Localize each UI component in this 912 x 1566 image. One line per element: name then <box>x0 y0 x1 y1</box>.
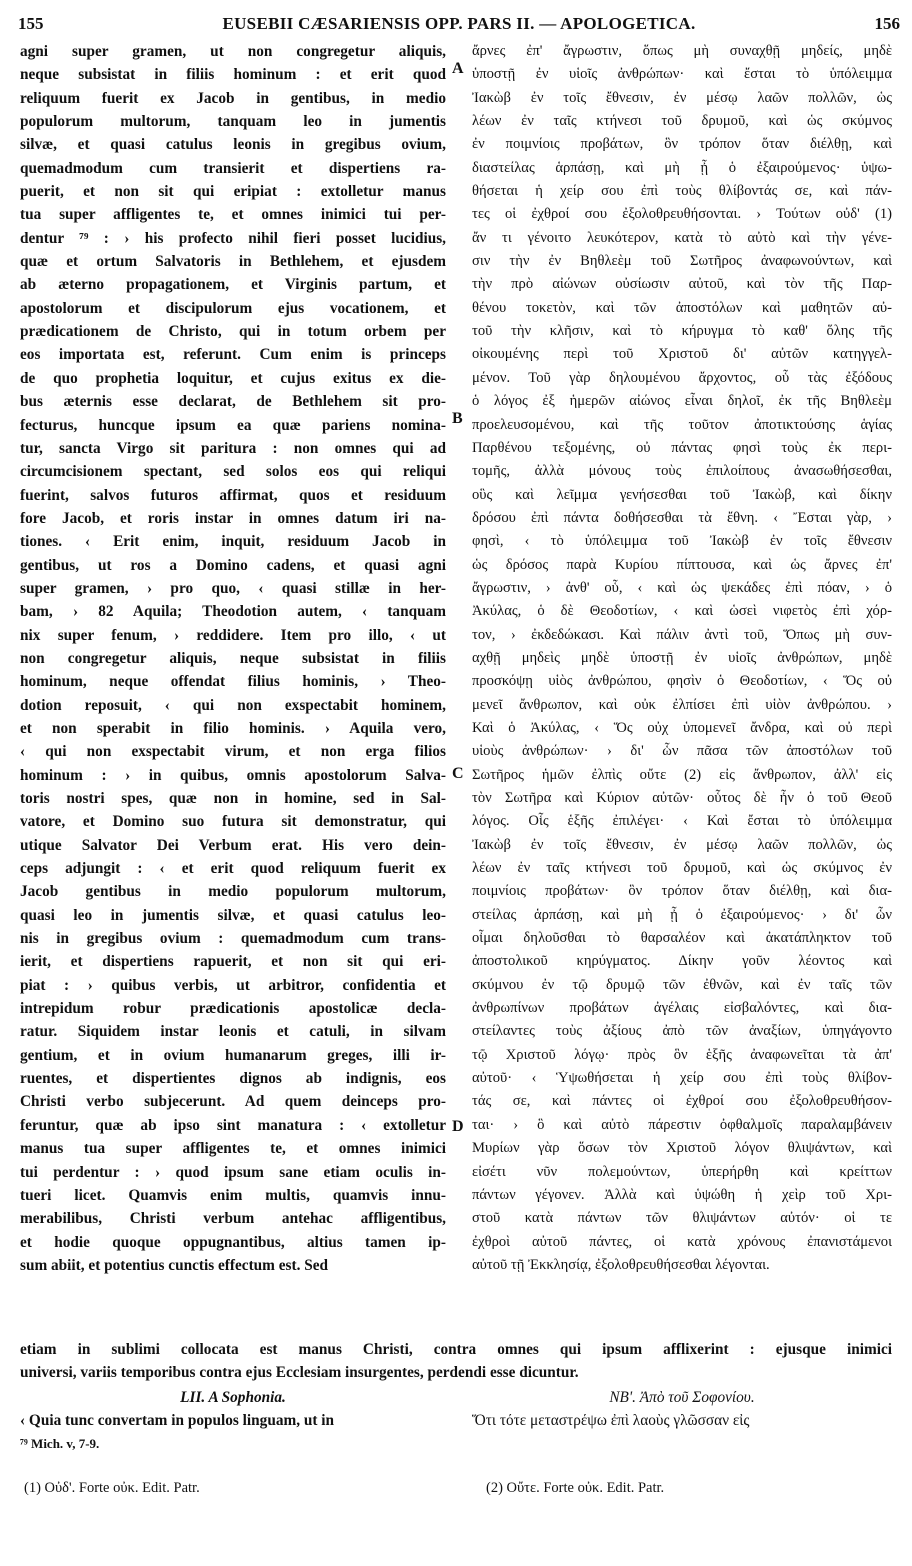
greek-text-line: στοῦ κατὰ πάντων τῶν θλιψάντων αὐτόν· οἱ τε <box>472 1210 892 1227</box>
greek-text-line: τοῦ τὴν κλῆσιν, καὶ τὸ κήρυγμα τὸ καθ' ὅλης τῆς <box>472 323 892 340</box>
greek-text-line: θήσεται ἡ χείρ σου ἐπὶ τοὺς θλίβοντάς σε, καὶ πάν- <box>472 183 892 200</box>
latin-text-line: fuerint, salvos futuros affirmat, quos et residuum <box>20 486 446 504</box>
latin-text-line: prædicationem de Christo, qui in totum orbem per <box>20 323 446 341</box>
greek-text-line: Ἰακὼβ ἐν τοῖς ἔθνεσιν, ἐν μέσῳ λαῶν πολλῶν, ὡς <box>472 836 892 853</box>
latin-text-line: quasi leo in jumentis silvæ, et quasi catulus leo- <box>20 906 446 924</box>
greek-text-line: τον, › ἐκδεδώκασι. Καὶ πάλιν ἀντὶ τοῦ, Ὅπως μὴ συν- <box>472 626 892 643</box>
latin-text-line: tui perdentur : › quod ipsum sane etiam oculis in- <box>20 1163 446 1181</box>
latin-text-line: dotion reposuit, ‹ qui non exspectabit hominem, <box>20 696 446 714</box>
greek-text-line: αὐτοῦ· ‹ Ὑψωθήσεται ἡ χείρ σου ἐπὶ τοὺς θλίβον- <box>472 1070 892 1087</box>
latin-text-line: populorum multorum, tanquam leo in jumentis <box>20 113 446 131</box>
latin-text-line: Jacob gentibus in medio populorum multorum, <box>20 883 446 901</box>
footnote-right: (2) Οὔτε. Forte οὐκ. Edit. Patr. <box>486 1480 665 1496</box>
section-greek <box>472 1386 892 1432</box>
latin-text-line: de quo prophetia loquitur, et cujus exitus ex die- <box>20 369 446 387</box>
latin-text-line: ruentes, et dispertientes dignos ab indignis, eos <box>20 1070 446 1088</box>
greek-text-line: ἐχθροὶ αὐτοῦ πάντες, οἱ κατὰ χρόνους ἐπανιστάμενοι <box>472 1233 892 1250</box>
greek-text-line: στείλαντες τοὺς ἀξίους ἀπὸ τῶν ἀναξίων, ὑπηγάγοντο <box>472 1023 892 1040</box>
greek-text-line: Ἰακὼβ ἐν τοῖς ἔθνεσιν, ἐν μέσῳ λαῶν πολλῶν, ὡς <box>472 89 892 106</box>
greek-text-line: ἄγρωστιν, › ἀνθ' οὗ, ‹ καὶ ὡς ψεκάδες ἐπὶ πόαν, › ὁ <box>472 579 892 596</box>
running-header <box>18 14 900 40</box>
greek-text-line: μένον. Τοῦ γὰρ δηλουμένου ἄρχοντος, οὗ τὰς ἐξόδους <box>472 369 892 386</box>
latin-text-line: et hodie quoque oppugnantibus, altius tamen ip- <box>20 1233 446 1251</box>
greek-text-line: λέων ἐν ταῖς κτήνεσι τοῦ δρυμοῦ, καὶ ὡς σκύμνος ἐν <box>472 860 892 877</box>
latin-text-line: bus æternis esse declarat, de Bethlehem sit pro- <box>20 393 446 411</box>
greek-column <box>472 40 892 1277</box>
latin-text-line: non congregetur aliquis, neque subsistat in filiis <box>20 649 446 667</box>
margin-marker-b: B <box>452 410 463 427</box>
greek-text-line: Σωτῆρος ἡμῶν ἐλπὶς οὔτε (2) εἰς ἄνθρωπον, ἀλλ' εἰς <box>472 766 892 783</box>
latin-text-line: tur, sancta Virgo sit paritura : non omnes qui ad <box>20 439 446 457</box>
margin-marker-d: D <box>452 1118 464 1135</box>
greek-text-line: προσκόψῃ υἱὸς ἀνθρώπου, φησὶν ὁ Θεοδοτίων, ‹ Ὅς οὐ <box>472 673 892 690</box>
latin-text-line: ceps adjungit : ‹ et erit quod reliquum fuerit ex <box>20 860 446 878</box>
greek-text-line: ἀνθρωπίνων προβάτων ἀγέλαις εἰσβαλόντες, καὶ δια- <box>472 1000 892 1017</box>
greek-text-line: τῷ Χριστοῦ λόγῳ· πρὸς ὃν ἑξῆς ἀναφωνεῖται τὰ ἀπ' <box>472 1046 892 1063</box>
section-text-greek: Ὅτι τότε μεταστρέψω ἐπὶ λαοὺς γλῶσσαν εἰς <box>472 1412 750 1429</box>
latin-text-line: ‹ qui non exspectabit virum, et non erga filios <box>20 743 446 761</box>
greek-text-line: Μυρίων γὰρ ὅσων τὸν Χριστοῦ λόγον θλιψάντων, καὶ <box>472 1140 892 1157</box>
latin-text-line: quæ et ortum Salvatoris in Bethlehem, et ejusdem <box>20 253 446 271</box>
latin-text-line: circumcisionem spectant, sed solos eos qui reliqui <box>20 463 446 481</box>
latin-text-line: puerit, et non sit qui eripiat : extolletur manus <box>20 183 446 201</box>
latin-text-line: apostolorum et discipulorum ejus vocationem, et <box>20 299 446 317</box>
section-heading-greek: ΝΒ'. Ἀπὸ τοῦ Σοφονίου. <box>609 1389 755 1406</box>
latin-text-line: ierit, et dispertiens rapuerit, et non sit qui eri- <box>20 953 446 971</box>
greek-text-line: ται· › ὃ καὶ αὐτὸ πάρεστιν ὀφθαλμοῖς παραλαμβάνειν <box>472 1116 892 1133</box>
latin-text-line: ab æterno propagationem, et Virginis partum, et <box>20 276 446 294</box>
latin-text-line: merabilibus, Christi verbum antehac affligentibus, <box>20 1210 446 1228</box>
latin-text-line: bam, › 82 Aquila; Theodotion autem, ‹ tanquam <box>20 603 446 621</box>
latin-text-line: sum abiit, et potentius cunctis effectum est. Sed <box>20 1256 329 1274</box>
greek-text-line: οἶμαι δηλοῦσθαι τὸ θαρσαλέον καὶ ἀκατάπληκτον τοῦ <box>472 930 892 947</box>
greek-text-line: οἰκουμένης περὶ τοῦ Χριστοῦ δι' αὐτῶν κατηγγελ- <box>472 346 892 363</box>
latin-text-line: agni super gramen, ut non congregetur aliquis, <box>20 43 446 60</box>
section-heading-latin: LII. A Sophonia. <box>180 1389 286 1406</box>
latin-text-line: manus tua super affligentes te, et omnes inimici <box>20 1140 446 1158</box>
scripture-reference: ⁷⁹ Mich. v, 7-9. <box>20 1436 100 1451</box>
latin-text-line: tueri licet. Quamvis enim multis, quamvis innu- <box>20 1186 446 1204</box>
greek-text-line: ἐν ποιμνίοις προβάτων, ὃν τρόπον ὅταν διέλθῃ, καὶ <box>472 136 892 153</box>
greek-text-line: λόγος. Οἷς ἑξῆς ἐπιλέγει· ‹ Καὶ ἔσται τὸ ὑπόλειμμα <box>472 813 892 830</box>
greek-text-line: προελευσομένου, καὶ τῆς τοῦτον ἀποτικτούσης ἁγίας <box>472 416 892 433</box>
greek-text-line: τομῆς, ἀλλὰ μόνους τοὺς ἐπιλοίπους ἀνασωθήσεσθαι, <box>472 463 892 480</box>
full-width-line: universi, variis temporibus contra ejus Ecclesiam insurgentes, perdendi esse dicuntur. <box>20 1364 579 1382</box>
latin-text-line: hominum : › in quibus, omnis apostolorum Salva- <box>20 766 446 784</box>
greek-text-line: τὸν Σωτῆρα καὶ Κύριον αὐτῶν· οὗτος δὲ ἦν ὁ τοῦ Θεοῦ <box>472 790 892 806</box>
section-text-latin: ‹ Quia tunc convertam in populos linguam, ut in <box>20 1412 335 1429</box>
page-number-left: 155 <box>18 14 44 33</box>
latin-text-line: hominum, neque offendat filius hominis, › Theo- <box>20 673 446 691</box>
greek-text-line: σκύμνου ἐν τῷ δρυμῷ τῶν ἐθνῶν, καὶ ἐν ταῖς τῶν <box>472 976 892 993</box>
greek-text-line: Ἀκύλας, ὁ δὲ Θεοδοτίων, ‹ καὶ ὡσεὶ νιφετὸς ἐπὶ χόρ- <box>472 603 892 620</box>
greek-text-line: αὐτοῦ τῇ Ἐκκλησίᾳ, ἐξολοθρευθήσεσθαι λέγονται. <box>472 1256 770 1273</box>
latin-text-line: super gramen, › pro quo, ‹ quasi stillæ in her- <box>20 579 446 597</box>
greek-text-line: τὴν πρὸ αἰώνων οὐσίωσιν αὐτοῦ, καὶ τὸν τῆς Παρ- <box>472 276 892 293</box>
full-width-text <box>20 1338 892 1385</box>
greek-text-line: ἀποστολικοῦ κηρύγματος. Δίκην γοῦν λέοντος καὶ <box>472 953 892 970</box>
latin-text-line: dentur ⁷⁹ : › his profecto nihil fieri posset lucidius, <box>20 229 446 247</box>
section-latin <box>20 1386 446 1455</box>
latin-column <box>20 40 446 1277</box>
latin-text-line: et non sperabit in filio hominis. › Aquila vero, <box>20 719 446 737</box>
greek-text-line: σιν τὴν ἐν Βηθλεὲμ τοῦ Σωτῆρος ἀναφωνούντων, καὶ <box>472 253 892 270</box>
greek-text-line: δρόσου ἐπὶ πάντα δοθήσεσθαι τὰ ἔθνη. ‹ Ἔσται γὰρ, › <box>472 509 892 526</box>
latin-text-line: feruntur, quæ ab ipso sint manatura : ‹ extolletur <box>20 1116 446 1134</box>
latin-text-line: silvæ, et quasi catulus leonis in gregibus ovium, <box>20 136 446 154</box>
greek-text-line: τες οἱ ἐχθροί σου ἐξολοθρευθήσονται. › Τούτων οὐδ' (1) <box>472 206 892 223</box>
greek-text-line: εἰσέτι νῦν πολεμούντων, ὑπερήρθη καὶ κρείττων <box>472 1163 892 1180</box>
greek-text-line: στείλας ἁρπάσῃ, καὶ μὴ ᾖ ὁ ἐξαιρούμενος· › δι' ὧν <box>472 906 892 923</box>
latin-text-line: toris nostri spes, quæ non in homine, sed in Sal- <box>20 790 446 807</box>
greek-text-line: αχθῇ μηδεὶς μηδὲ ὑποστῇ ἐν υἱοῖς ἀνθρώπων, μηδὲ <box>472 649 892 666</box>
latin-text-line: nix super fenum, › reddidere. Item pro illo, ‹ ut <box>20 626 446 644</box>
latin-text-line: piat : › quibus verbis, ut arbitror, confidentia et <box>20 976 446 994</box>
latin-text-line: eos importata est, referunt. Cum enim is princeps <box>20 346 446 364</box>
full-width-line: etiam in sublimi collocata est manus Christi, contra omnes qui ipsum afflixerint : ejusque inimici <box>20 1341 892 1358</box>
greek-text-line: διαστείλας ἁρπάσῃ, καὶ μὴ ᾖ ὁ ἐξαιρούμενος· ὑψω- <box>472 159 892 176</box>
greek-text-line: Καὶ ὁ Ἀκύλας, ‹ Ὅς οὐχ ὑπομενεῖ ἄνδρα, καὶ οὐ περὶ <box>472 719 892 736</box>
margin-marker-a: A <box>452 60 464 77</box>
latin-text-line: gentibus, ut ros a Domino cadens, et quasi agni <box>20 556 446 574</box>
greek-text-line: ἄρνες ἐπ' ἄγρωστιν, ὅπως μὴ συναχθῇ μηδείς, μηδὲ <box>472 43 892 59</box>
latin-text-line: nis in gregibus ovium : quemadmodum cum trans- <box>20 930 446 948</box>
greek-text-line: οὓς καὶ λεῖμμα γενήσεσθαι τοῦ Ἰακὼβ, καὶ δίκην <box>472 486 892 503</box>
greek-text-line: πάντων γέγονεν. Ἀλλὰ καὶ ὑψώθη ἡ χεὶρ τοῦ Χρι- <box>472 1186 892 1203</box>
greek-text-line: μενεῖ ἄνθρωπον, καὶ οὐκ ἐλπίσει ἐπὶ υἱὸν ἀνθρώπου. › <box>472 696 892 713</box>
running-title: EUSEBII CÆSARIENSIS OPP. PARS II. — APOLOGETICA. <box>222 14 696 33</box>
latin-text-line: tua super affligentes te, et omnes inimici tui per- <box>20 206 446 224</box>
page-number-right: 156 <box>874 14 900 33</box>
greek-text-line: θένου τοκετὸν, καὶ τῶν ἀποστόλων καὶ μαθητῶν αὐ- <box>472 299 892 316</box>
greek-text-line: ὁ λόγος ἐξ ἡμερῶν αἰώνος εἶναι δηλοῖ, ἐκ τῆς Βηθλεὲμ <box>472 393 892 410</box>
latin-text-line: gentium, et in ovium humanarum greges, illi ir- <box>20 1046 446 1064</box>
margin-marker-c: C <box>452 765 464 782</box>
greek-text-line: τάς σε, καὶ πάντες οἱ ἐχθροί σου ἐξολοθρευθήσον- <box>472 1093 892 1110</box>
greek-text-line: λέων ἐν ταῖς κτήνεσι τοῦ δρυμοῦ, καὶ ὡς σκύμνος <box>472 113 892 130</box>
latin-text-line: fore Jacob, et roris instar in omnes datum iri na- <box>20 509 446 527</box>
latin-text-line: fecturus, huncque ipsum ea quæ pariens nomina- <box>20 416 446 434</box>
latin-text-line: utique Salvator Dei Verbum erat. His vero dein- <box>20 836 446 854</box>
latin-text-line: quemadmodum cum transierit et dispertiens ra- <box>20 159 446 177</box>
latin-text-line: Christi verbo subjecerunt. Ad quem deinceps pro- <box>20 1093 446 1111</box>
latin-text-line: tiones. ‹ Erit enim, inquit, residuum Jacob in <box>20 533 446 551</box>
greek-text-line: υἱοὺς ἀνθρώπων· › δι' ὧν πᾶσα τῶν ἀποστόλων τοῦ <box>472 743 892 760</box>
greek-text-line: φησὶ, ‹ τὸ ὑπόλειμμα τοῦ Ἰακὼβ ἐν τοῖς ἔθνεσιν <box>472 533 892 550</box>
latin-text-line: neque subsistat in filiis hominum : et erit quod <box>20 66 446 84</box>
greek-text-line: ὡς δρόσος παρὰ Κυρίου πίπτουσα, καὶ ὡς ἄρνες ἐπ' <box>472 556 892 573</box>
greek-text-line: Παρθένου τεξομένης, οὐ πάντας φησὶ τοὺς ἐκ περι- <box>472 439 892 456</box>
greek-text-line: ποιμνίοις προβάτων· ὃν τρόπον ὅταν διέλθῃ, καὶ δια- <box>472 883 892 900</box>
latin-text-line: ratur. Siquidem instar leonis et catuli, in silvam <box>20 1023 446 1041</box>
latin-text-line: intrepidum robur prædicationis apostolicæ decla- <box>20 1000 446 1018</box>
greek-text-line: ἄν τι γένοιτο λευκότερον, κατὰ τὸ αὐτὸ καὶ τὴν γένε- <box>472 229 892 246</box>
latin-text-line: vatore, et Domino suo futura sit demonstratur, qui <box>20 813 446 831</box>
footnote-left: (1) Οὐδ'. Forte οὐκ. Edit. Patr. <box>24 1480 200 1496</box>
greek-text-line: ὑποστῇ ἐν υἱοῖς ἀνθρώπων· καὶ ἔσται τὸ ὑπόλειμμα <box>472 66 892 83</box>
latin-text-line: reliquum fuerit ex Jacob in gentibus, in medio <box>20 89 446 107</box>
